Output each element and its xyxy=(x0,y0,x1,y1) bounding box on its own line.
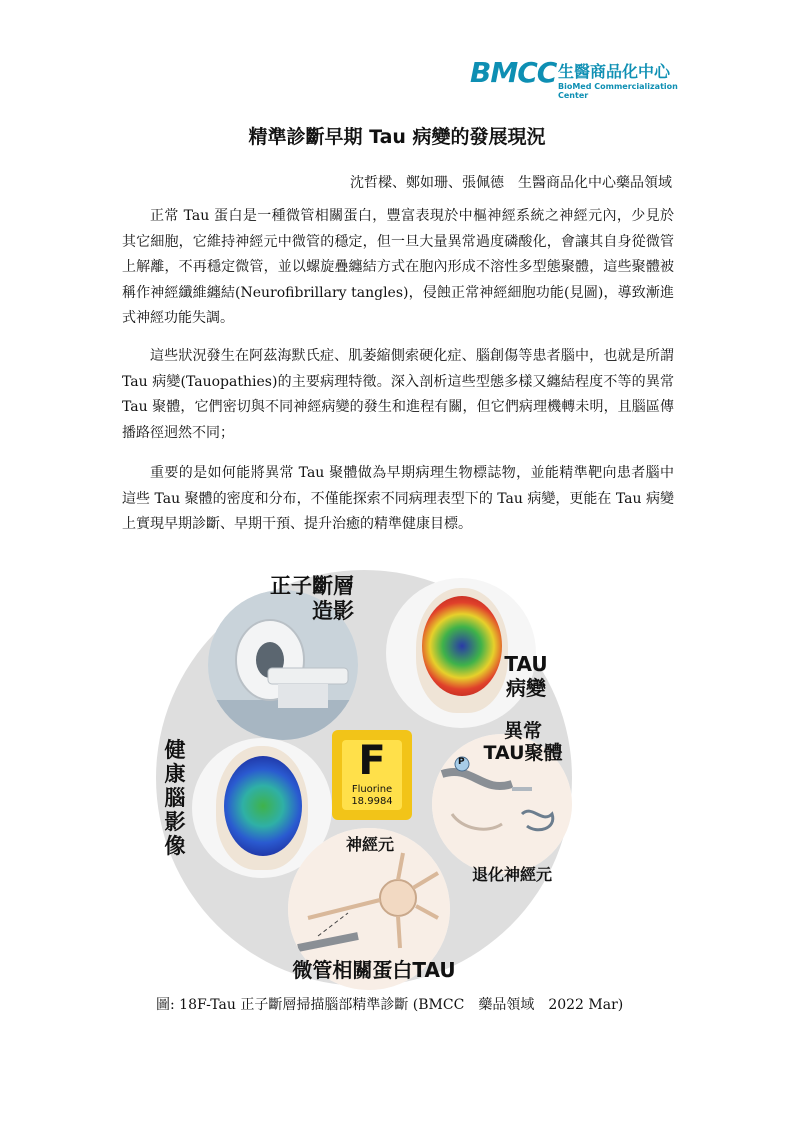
authors: 沈哲樑、鄭如珊、張佩德 生醫商品化中心藥品領域 xyxy=(350,175,672,191)
microtubule-tau-label: 微管相關蛋白TAU xyxy=(292,958,456,982)
paragraph-2: 這些狀況發生在阿茲海默氏症、肌萎縮側索硬化症、腦創傷等患者腦中，也就是所謂 Tau 病變(Tauopathies)的主要病理特徵。深入剖析這些型態多樣又纏結程度不等的異常 Tau 聚體，它們密切與不同神經病變的發生和進程有關，但它們病理機轉未明，且腦區傳播路徑迥然不同； xyxy=(122,348,674,441)
tau-pet-scan xyxy=(422,596,502,696)
abnormal-tau-label: 異常 TAU聚體 xyxy=(483,720,563,764)
pet-label: 正子斷層 造影 xyxy=(270,574,354,623)
paragraph-1: 正常 Tau 蛋白是一種微管相關蛋白，豐富表現於中樞神經系統之神經元內，少見於其它細胞，它維持神經元中微管的穩定，但一旦大量異常過度磷酸化，會讓其自身從微管上解離，不再穩定微管，並以螺旋疊纏結方式在胞內形成不溶性多型態聚體，這些聚體被稱作神經纖維纏結(Neurofibrillary tangles)，侵蝕正常神經細胞功能(見圖)，導致漸進式神經功能失調。 xyxy=(122,208,674,326)
figure xyxy=(156,562,572,992)
healthy-label: 健 康 腦 影 像 xyxy=(164,738,186,858)
neuron-label: 神經元 xyxy=(345,835,394,854)
figure-caption: 圖: 18F-Tau 正子斷層掃描腦部精準診斷 (BMCC 藥品領域 2022 Mar) xyxy=(156,997,624,1013)
phospho-label: P xyxy=(458,757,465,767)
element-mass: 18.9984 xyxy=(351,796,393,807)
element-name: Fluorine xyxy=(351,784,393,795)
page-title: 精準診斷早期 Tau 病變的發展現況 xyxy=(248,126,546,148)
logo-brand: BMCC xyxy=(470,56,557,89)
degenerate-neuron-label: 退化神經元 xyxy=(471,865,552,884)
element-symbol: F xyxy=(358,738,386,784)
bmcc-logo xyxy=(470,56,680,100)
logo-name-cn: 生醫商品化中心 xyxy=(558,62,671,81)
tau-label: TAU 病變 xyxy=(504,652,548,700)
paragraph-3: 重要的是如何能將異常 Tau 聚體做為早期病理生物標誌物，並能精準靶向患者腦中這些 Tau 聚體的密度和分布，不僅能探索不同病理表型下的 Tau 病變，更能在 Tau 病變上實現早期診斷、早期干預、提升治癒的精準健康目標。 xyxy=(122,465,674,532)
logo-name-en: BioMed Commercialization Center xyxy=(558,82,678,100)
healthy-pet-scan xyxy=(224,756,302,856)
fluorine-tile xyxy=(332,730,412,820)
